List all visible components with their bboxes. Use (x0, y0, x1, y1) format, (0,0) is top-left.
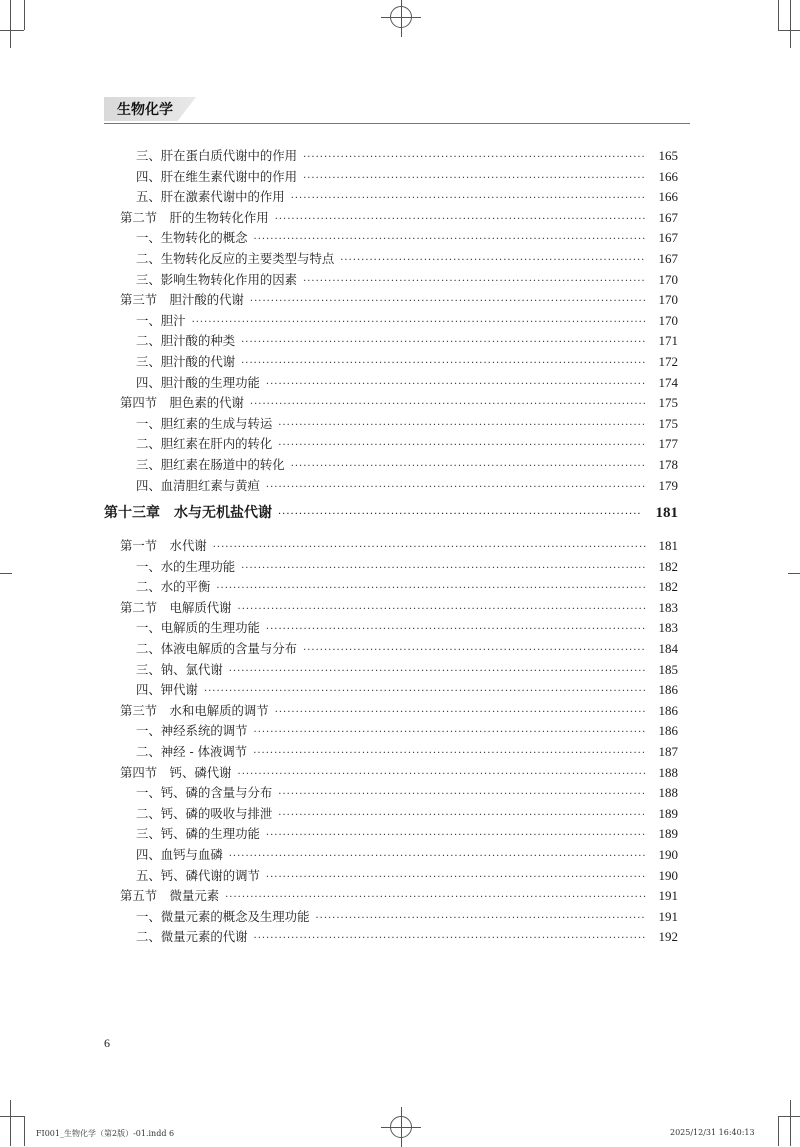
toc-dot-leader (241, 358, 646, 369)
toc-dot-leader (266, 624, 646, 635)
toc-entry-title: 二、神经 - 体液调节 (136, 744, 248, 760)
running-header-title: 生物化学 (117, 102, 173, 118)
toc-entry-title: 二、钙、磷的吸收与排泄 (136, 805, 273, 821)
toc-entry-title: 第一节 水代谢 (120, 538, 207, 554)
toc-subsection-entry[interactable] (104, 249, 678, 270)
toc-entry-title: 第二节 肝的生物转化作用 (120, 209, 269, 225)
toc-subsection-entry[interactable] (104, 557, 678, 578)
toc-entry-page: 175 (658, 395, 678, 411)
toc-dot-leader (278, 509, 642, 520)
toc-subsection-entry[interactable] (104, 639, 678, 660)
toc-dot-leader (291, 193, 646, 204)
toc-dot-leader (266, 482, 646, 493)
toc-entry-page: 174 (658, 374, 678, 390)
toc-dot-leader (291, 461, 646, 472)
toc-dot-leader (229, 851, 646, 862)
toc-dot-leader (275, 214, 646, 225)
toc-subsection-entry[interactable] (104, 146, 678, 167)
toc-dot-leader (266, 830, 646, 841)
toc-dot-leader (303, 152, 646, 163)
toc-subsection-entry[interactable] (104, 434, 678, 455)
crop-mark-bottom-left-v2 (24, 1116, 25, 1146)
toc-entry-page: 167 (658, 230, 678, 246)
toc-entry-page: 186 (658, 723, 678, 739)
toc-chapter-entry[interactable] (104, 502, 678, 532)
toc-entry-title: 一、神经系统的调节 (136, 723, 248, 739)
toc-entry-page: 179 (658, 477, 678, 493)
registration-mark-top (390, 6, 412, 28)
toc-entry-title: 第四节 钙、磷代谢 (120, 764, 232, 780)
toc-entry-title: 第十三章 水与无机盐代谢 (104, 505, 272, 522)
crop-mark-bottom-right-v2 (790, 1100, 791, 1146)
toc-entry-title: 二、生物转化反应的主要类型与特点 (136, 250, 335, 266)
toc-dot-leader (254, 727, 646, 738)
toc-dot-leader (241, 563, 646, 574)
toc-subsection-entry[interactable] (104, 352, 678, 373)
toc-subsection-entry[interactable] (104, 311, 678, 332)
toc-entry-page: 172 (658, 353, 678, 369)
toc-dot-leader (278, 420, 646, 431)
toc-entry-title: 一、生物转化的概念 (136, 230, 248, 246)
toc-subsection-entry[interactable] (104, 476, 678, 497)
toc-entry-page: 182 (658, 579, 678, 595)
toc-entry-page: 181 (655, 505, 678, 522)
toc-dot-leader (315, 913, 646, 924)
toc-entry-page: 178 (658, 456, 678, 472)
toc-entry-page: 190 (658, 847, 678, 862)
toc-entry-title: 五、钙、磷代谢的调节 (136, 867, 260, 883)
toc-entry-title: 第三节 水和电解质的调节 (120, 702, 269, 718)
toc-entry-page: 181 (658, 538, 678, 554)
toc-entry-page: 167 (658, 209, 678, 225)
toc-entry-title: 三、胆红素在肠道中的转化 (136, 456, 285, 472)
toc-entry-page: 183 (658, 599, 678, 615)
toc-entry-title: 一、胆汁 (136, 312, 186, 328)
toc-entry-title: 二、水的平衡 (136, 579, 211, 595)
toc-entry-title: 四、胆汁酸的生理功能 (136, 374, 260, 390)
toc-entry-title: 一、电解质的生理功能 (136, 620, 260, 636)
toc-entry-title: 五、肝在激素代谢中的作用 (136, 189, 285, 205)
crop-mark-top-right-v2 (790, 0, 791, 48)
toc-subsection-entry[interactable] (104, 414, 678, 435)
toc-entry-title: 第三节 胆汁酸的代谢 (120, 292, 244, 308)
toc-dot-leader (275, 707, 646, 718)
toc-entry-title: 四、血清胆红素与黄疸 (136, 477, 260, 493)
toc-entry-page: 165 (658, 148, 678, 163)
toc-entry-title: 三、钠、氯代谢 (136, 661, 223, 677)
toc-entry-page: 186 (658, 702, 678, 718)
toc-entry-title: 三、影响生物转化作用的因素 (136, 271, 298, 287)
toc-subsection-entry[interactable] (104, 742, 678, 763)
toc-dot-leader (266, 872, 646, 883)
toc-section-entry[interactable] (104, 290, 678, 311)
toc-subsection-entry[interactable] (104, 783, 678, 804)
toc-dot-leader (254, 234, 646, 245)
toc-entry-page: 167 (658, 250, 678, 266)
toc-entry-title: 第四节 胆色素的代谢 (120, 395, 244, 411)
toc-subsection-entry[interactable] (104, 845, 678, 866)
crop-mark-bottom-left-v (10, 1100, 11, 1146)
toc-entry-page: 191 (658, 888, 678, 904)
crop-mark-top-left-v (10, 0, 11, 48)
toc-entry-title: 一、钙、磷的含量与分布 (136, 785, 273, 801)
toc-entry-page: 170 (658, 292, 678, 308)
toc-subsection-entry[interactable] (104, 331, 678, 352)
toc-subsection-entry[interactable] (104, 455, 678, 476)
toc-section-entry[interactable] (104, 393, 678, 414)
toc-dot-leader (250, 399, 646, 410)
toc-subsection-entry[interactable] (104, 167, 678, 188)
toc-dot-leader (254, 933, 646, 944)
toc-dot-leader (225, 892, 646, 903)
print-slug-filename: FI001_生物化学（第2版）-01.indd 6 (36, 1129, 175, 1138)
toc-entry-page: 190 (658, 867, 678, 883)
toc-dot-leader (278, 440, 646, 451)
crop-mark-top-left-h (0, 30, 24, 31)
toc-subsection-entry[interactable] (104, 866, 678, 887)
toc-subsection-entry[interactable] (104, 270, 678, 291)
toc-entry-page: 191 (658, 908, 678, 924)
toc-dot-leader (266, 379, 646, 390)
toc-entry-page: 182 (658, 558, 678, 574)
toc-entry-page: 185 (658, 661, 678, 677)
toc-subsection-entry[interactable] (104, 228, 678, 249)
toc-entry-page: 188 (658, 785, 678, 801)
toc-entry-page: 175 (658, 415, 678, 431)
toc-subsection-entry[interactable] (104, 187, 678, 208)
crop-mark-bottom-right-v (778, 1116, 779, 1146)
toc-entry-page: 189 (658, 805, 678, 821)
toc-entry-title: 第二节 电解质代谢 (120, 599, 232, 615)
toc-entry-page: 186 (658, 682, 678, 698)
toc-section-entry[interactable] (104, 763, 678, 784)
toc-dot-leader (340, 255, 646, 266)
toc-entry-title: 三、钙、磷的生理功能 (136, 826, 260, 842)
toc-entry-page: 192 (658, 929, 678, 945)
toc-entry-title: 二、胆汁酸的种类 (136, 333, 236, 349)
toc-dot-leader (278, 789, 646, 800)
toc-dot-leader (204, 686, 646, 697)
toc-entry-title: 二、胆红素在肝内的转化 (136, 436, 273, 452)
toc-entry-page: 184 (658, 641, 678, 657)
toc-entry-title: 二、微量元素的代谢 (136, 929, 248, 945)
toc-entry-page: 189 (658, 826, 678, 842)
toc-entry-page: 170 (658, 312, 678, 328)
toc-section-entry[interactable] (104, 536, 678, 557)
toc-entry-title: 二、体液电解质的含量与分布 (136, 641, 298, 657)
table-of-contents (104, 146, 678, 948)
toc-subsection-entry[interactable] (104, 907, 678, 928)
crop-mark-top-left-v2 (24, 0, 25, 30)
toc-dot-leader (229, 666, 646, 677)
toc-entry-page: 188 (658, 764, 678, 780)
toc-entry-page: 171 (658, 333, 678, 349)
toc-dot-leader (238, 769, 646, 780)
crop-mark-top-right-h (778, 30, 800, 31)
toc-entry-page: 166 (658, 189, 678, 205)
toc-subsection-entry[interactable] (104, 680, 678, 701)
toc-entry-title: 第五节 微量元素 (120, 888, 220, 904)
toc-subsection-entry[interactable] (104, 373, 678, 394)
toc-entry-title: 三、肝在蛋白质代谢中的作用 (136, 148, 298, 163)
toc-dot-leader (303, 173, 646, 184)
page-number: 6 (104, 1036, 110, 1050)
toc-dot-leader (216, 583, 646, 594)
toc-entry-title: 一、微量元素的概念及生理功能 (136, 908, 310, 924)
crop-mark-bottom-right-h (778, 1116, 800, 1117)
toc-entry-title: 一、胆红素的生成与转运 (136, 415, 273, 431)
toc-subsection-entry[interactable] (104, 721, 678, 742)
crop-mark-top-right-v (778, 0, 779, 30)
toc-subsection-entry[interactable] (104, 618, 678, 639)
crop-mark-mid-left (0, 573, 12, 574)
toc-dot-leader (253, 748, 646, 759)
toc-section-entry[interactable] (104, 208, 678, 229)
toc-dot-leader (250, 296, 646, 307)
toc-dot-leader (213, 542, 646, 553)
toc-dot-leader (238, 604, 646, 615)
toc-subsection-entry[interactable] (104, 804, 678, 825)
toc-entry-page: 177 (658, 436, 678, 452)
toc-dot-leader (241, 337, 646, 348)
toc-subsection-entry[interactable] (104, 660, 678, 681)
registration-mark-bottom (390, 1116, 412, 1138)
print-slug-timestamp: 2025/12/31 16:40:13 (670, 1128, 755, 1137)
toc-dot-leader (303, 645, 646, 656)
toc-entry-title: 一、水的生理功能 (136, 558, 236, 574)
toc-section-entry[interactable] (104, 701, 678, 722)
toc-entry-title: 四、血钙与血磷 (136, 847, 223, 862)
toc-subsection-entry[interactable] (104, 577, 678, 598)
toc-entry-page: 166 (658, 168, 678, 184)
toc-entry-title: 四、肝在维生素代谢中的作用 (136, 168, 298, 184)
toc-section-entry[interactable] (104, 598, 678, 619)
toc-dot-leader (192, 317, 646, 328)
header-rule (104, 123, 690, 124)
toc-entry-page: 183 (658, 620, 678, 636)
toc-entry-page: 170 (658, 271, 678, 287)
crop-mark-mid-right (788, 573, 800, 574)
toc-entry-title: 三、胆汁酸的代谢 (136, 353, 236, 369)
toc-entry-page: 187 (658, 744, 678, 760)
crop-mark-bottom-left-h (0, 1116, 24, 1117)
toc-subsection-entry[interactable] (104, 927, 678, 948)
toc-subsection-entry[interactable] (104, 824, 678, 845)
toc-dot-leader (278, 810, 646, 821)
toc-section-entry[interactable] (104, 886, 678, 907)
toc-entry-title: 四、钾代谢 (136, 682, 198, 698)
toc-dot-leader (303, 276, 646, 287)
